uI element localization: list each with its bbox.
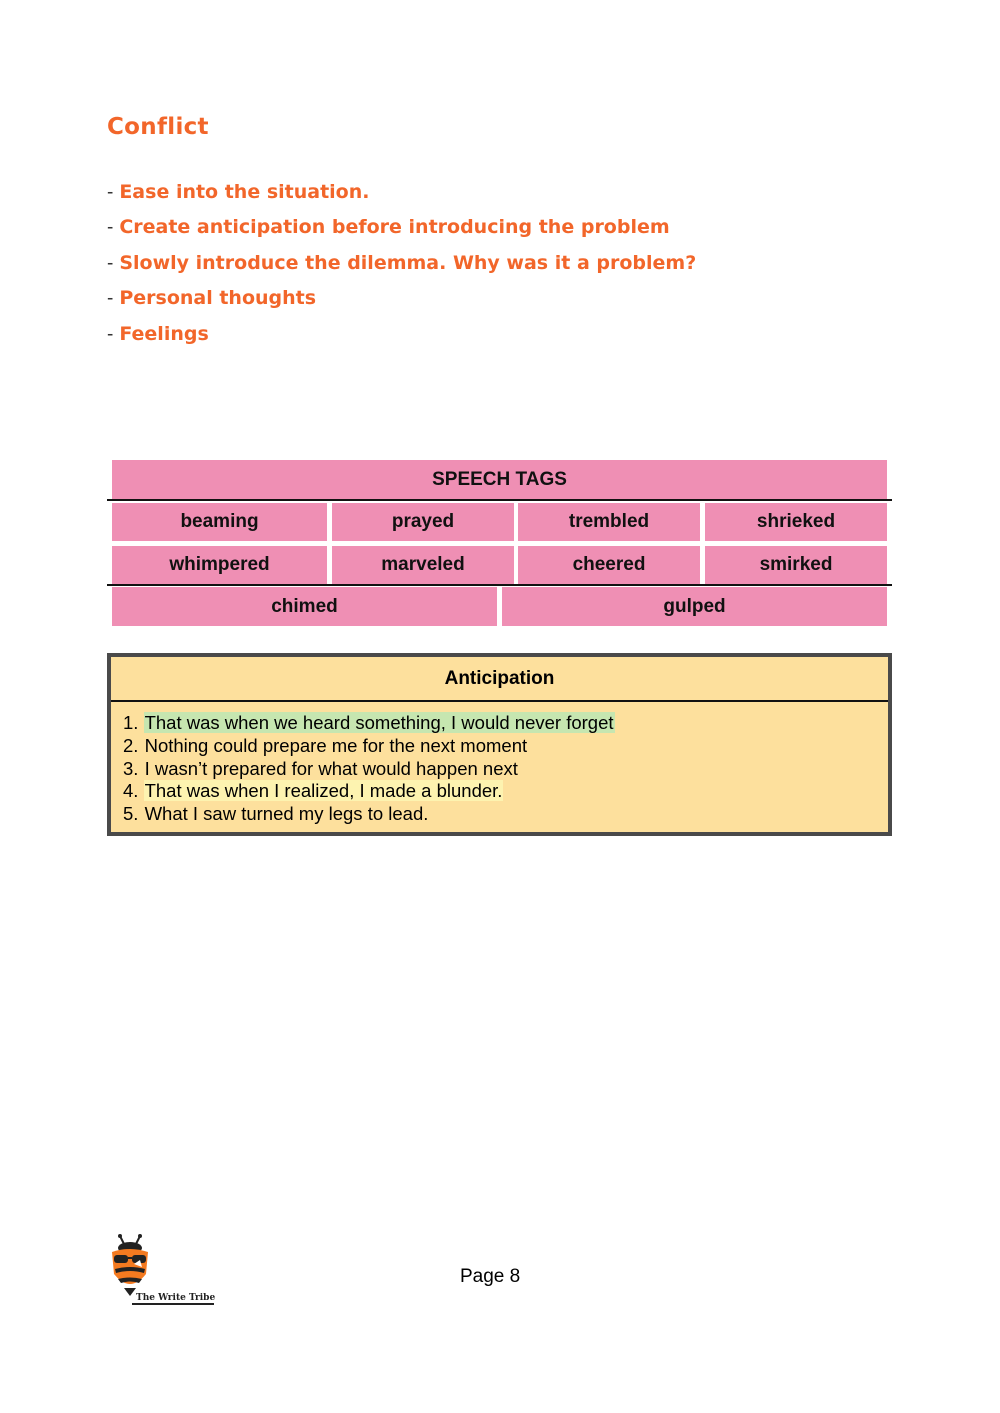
list-item: 1. That was when we heard something, I would never forget xyxy=(123,712,614,733)
tip-item: - Slowly introduce the dilemma. Why was it a problem? xyxy=(107,251,697,274)
bee-logo xyxy=(106,1234,216,1308)
bullet-dash: - xyxy=(107,217,114,239)
tag-cell: chimed xyxy=(112,587,497,626)
tag-cell: smirked xyxy=(705,546,887,584)
tag-cell: whimpered xyxy=(112,546,327,584)
tag-cell: beaming xyxy=(112,503,327,541)
bullet-dash: - xyxy=(107,323,114,345)
page-number: Page 8 xyxy=(460,1266,521,1287)
tag-cell: shrieked xyxy=(705,503,887,541)
tag-cell: prayed xyxy=(332,503,514,541)
list-item: 2. Nothing could prepare me for the next moment xyxy=(123,734,528,756)
tip-item: - Create anticipation before introducing the problem xyxy=(107,216,670,239)
speech-tags-title: SPEECH TAGS xyxy=(112,460,887,499)
tip-item: - Ease into the situation. xyxy=(107,181,370,203)
tag-cell: gulped xyxy=(502,587,887,626)
tip-item: - Feelings xyxy=(107,322,209,345)
logo-text: The Write Tribe xyxy=(136,1293,216,1303)
tag-cell: cheered xyxy=(518,546,700,584)
divider xyxy=(107,499,892,501)
bullet-dash: - xyxy=(107,182,114,203)
list-item: 4. That was when I realized, I made a blunder. xyxy=(123,780,503,802)
highlighted-text: That was when we heard something, I would never forget xyxy=(144,712,614,733)
anticipation-list xyxy=(111,702,888,826)
list-item: 5. What I saw turned my legs to lead. xyxy=(123,803,429,825)
divider xyxy=(107,584,892,586)
tag-cell: marveled xyxy=(332,546,514,584)
anticipation-box xyxy=(107,653,892,836)
list-item: 3. I wasn’t prepared for what would happen next xyxy=(123,757,518,779)
anticipation-title: Anticipation xyxy=(111,657,888,702)
highlighted-text: That was when I realized, I made a blunder. xyxy=(144,780,503,802)
page-heading: Conflict xyxy=(107,114,209,140)
speech-tags-table xyxy=(107,460,892,627)
tag-cell: trembled xyxy=(518,503,700,541)
bullet-dash: - xyxy=(107,252,114,274)
tips-list xyxy=(107,178,696,355)
tip-item: - Personal thoughts xyxy=(107,287,317,310)
bullet-dash: - xyxy=(107,288,114,310)
